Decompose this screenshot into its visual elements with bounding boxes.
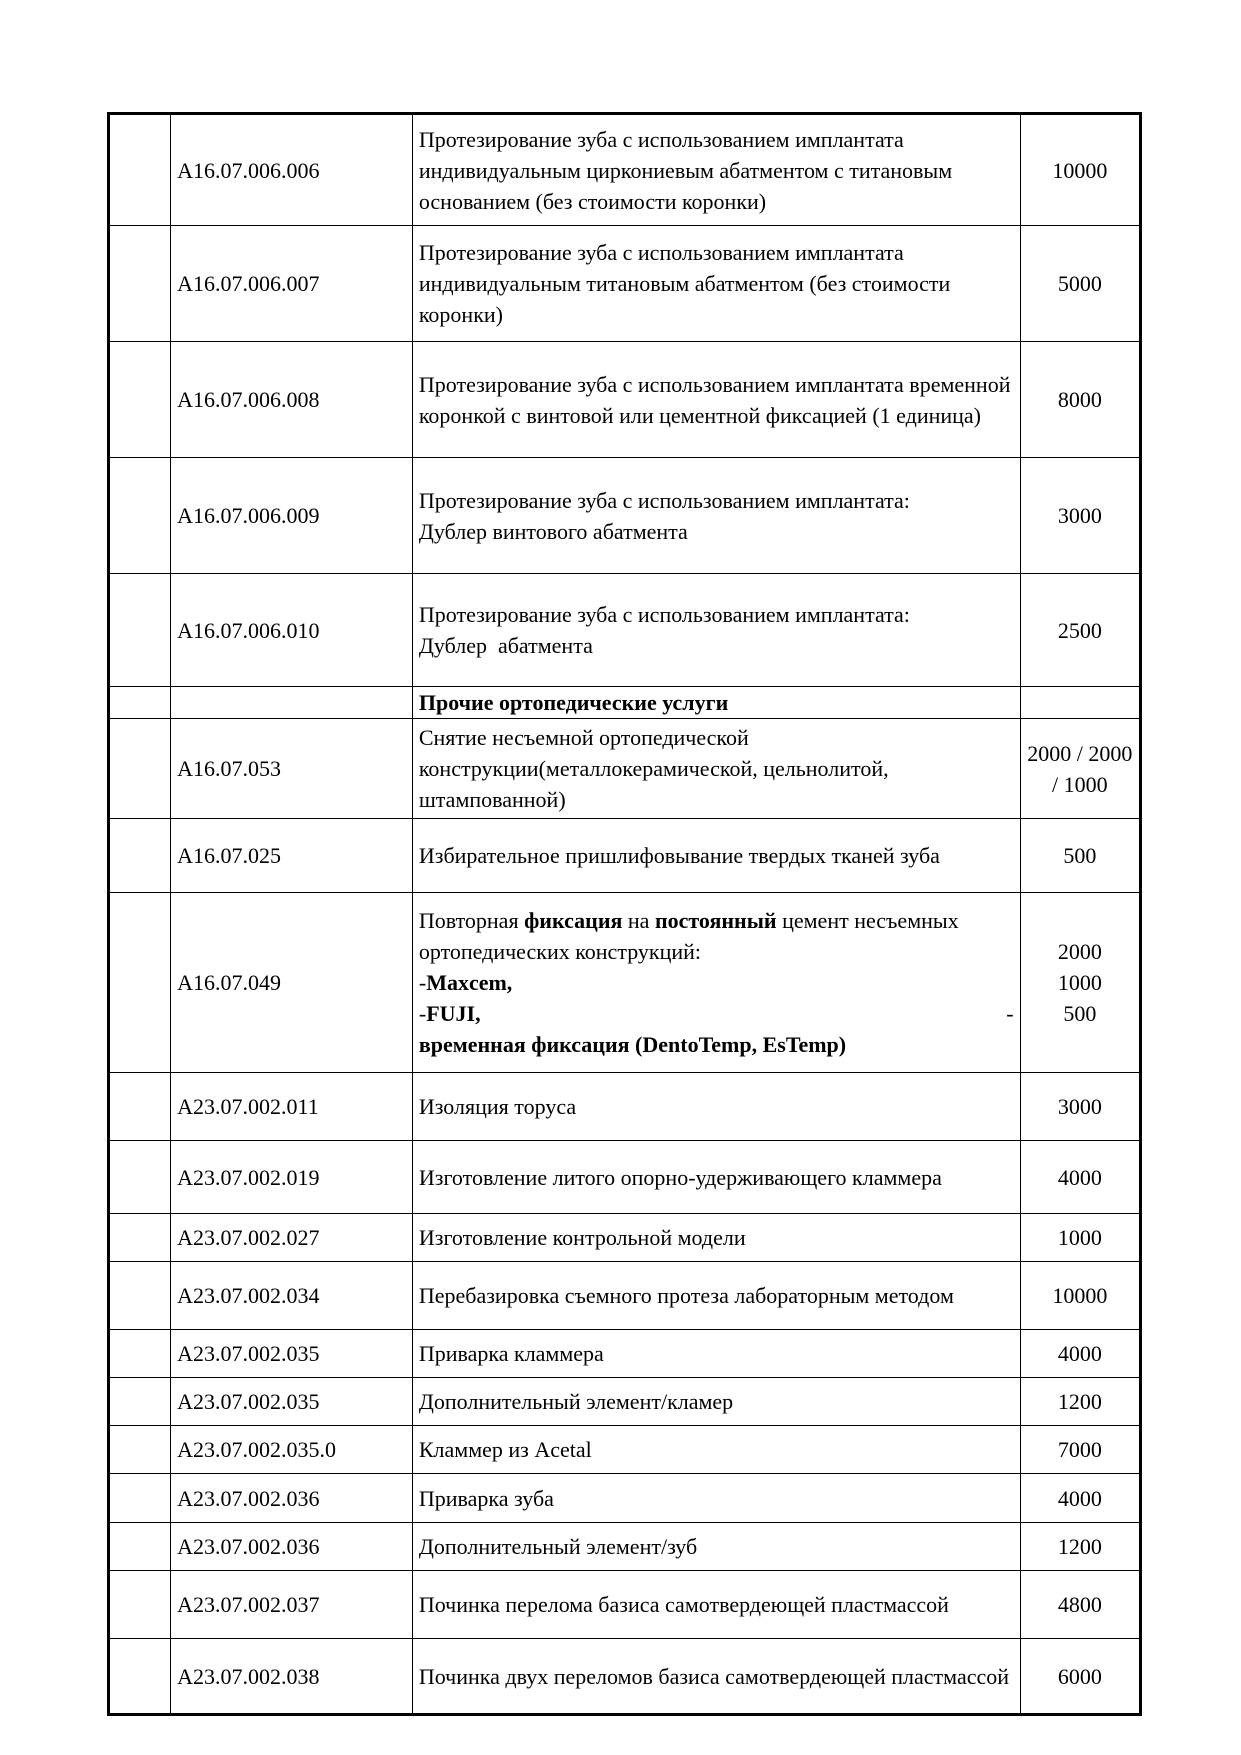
section-title: Прочие ортопедические услуги — [412, 687, 1020, 719]
service-code: А16.07.053 — [171, 719, 413, 819]
service-name-line: Протезирование зуба с использованием имплантата: — [418, 602, 910, 627]
price-line: 500 — [1063, 1001, 1097, 1026]
service-price — [1020, 893, 1140, 1073]
service-price: 3000 — [1020, 1073, 1140, 1141]
service-name: Починка двух переломов базиса самотвердеющей пластмассой — [412, 1639, 1020, 1715]
service-price: 4800 — [1020, 1571, 1140, 1639]
option-label: FUJI, — [426, 1001, 481, 1026]
row-number-cell — [109, 458, 171, 574]
table-row — [109, 893, 1141, 1073]
row-number-cell — [109, 1262, 171, 1330]
table-row — [109, 114, 1141, 226]
service-price: 2000 / 2000 / 1000 — [1020, 719, 1140, 819]
service-price: 4000 — [1020, 1141, 1140, 1214]
service-name: Протезирование зуба с использованием имплантата индивидуальным титановым абатментом (без стоимости коронки) — [412, 226, 1020, 342]
service-code: А16.07.006.007 — [171, 226, 413, 342]
service-code: А23.07.002.035 — [171, 1330, 413, 1378]
service-name: Изготовление литого опорно-удерживающего кламмера — [412, 1141, 1020, 1214]
text-part: на — [622, 908, 655, 933]
option-dash: - — [418, 970, 427, 995]
row-number-cell — [109, 574, 171, 687]
row-number-cell — [109, 1141, 171, 1214]
table-row — [109, 819, 1141, 893]
row-number-cell — [109, 819, 171, 893]
row-number-cell — [109, 1426, 171, 1474]
service-name: Кламмер из Acetal — [412, 1426, 1020, 1474]
table-row — [109, 1214, 1141, 1262]
service-code: А23.07.002.035 — [171, 1378, 413, 1426]
table-row — [109, 1426, 1141, 1474]
service-code: А23.07.002.036 — [171, 1474, 413, 1523]
service-code: А16.07.006.008 — [171, 342, 413, 458]
service-code: А23.07.002.019 — [171, 1141, 413, 1214]
table-row — [109, 226, 1141, 342]
service-price: 1200 — [1020, 1378, 1140, 1426]
service-name — [412, 574, 1020, 687]
service-price: 7000 — [1020, 1426, 1140, 1474]
service-price: 10000 — [1020, 1262, 1140, 1330]
price-line: 2000 — [1057, 939, 1102, 964]
row-number-cell — [109, 893, 171, 1073]
table-row — [109, 1073, 1141, 1141]
service-price — [1020, 687, 1140, 719]
service-name-intro — [419, 905, 1014, 967]
service-code: А16.07.006.010 — [171, 574, 413, 687]
table-row — [109, 1474, 1141, 1523]
service-price: 3000 — [1020, 458, 1140, 574]
service-name: Протезирование зуба с использованием имплантата индивидуальным циркониевым абатментом с титановым основанием (без стоимости коронки) — [412, 114, 1020, 226]
service-price: 4000 — [1020, 1474, 1140, 1523]
service-name — [412, 458, 1020, 574]
row-number-cell — [109, 1571, 171, 1639]
option-dash: - — [1006, 1001, 1014, 1026]
row-number-cell — [109, 226, 171, 342]
row-number-cell — [109, 1330, 171, 1378]
service-name: Снятие несъемной ортопедической конструкции(металлокерамической, цельнолитой, штампованной) — [412, 719, 1020, 819]
table-row — [109, 1330, 1141, 1378]
row-number-cell — [109, 342, 171, 458]
service-name-line: Дублер абатмента — [418, 633, 593, 658]
option-line — [419, 998, 1014, 1029]
service-code: А16.07.006.009 — [171, 458, 413, 574]
table-row — [109, 719, 1141, 819]
row-number-cell — [109, 719, 171, 819]
service-name: Дополнительный элемент/кламер — [412, 1378, 1020, 1426]
service-price: 500 — [1020, 819, 1140, 893]
service-name: Протезирование зуба с использованием имплантата временной коронкой с винтовой или цементной фиксацией (1 единица) — [412, 342, 1020, 458]
service-price: 8000 — [1020, 342, 1140, 458]
service-code: А23.07.002.034 — [171, 1262, 413, 1330]
service-price: 4000 — [1020, 1330, 1140, 1378]
option-line — [419, 967, 1014, 998]
text-part: цемент несъемных ортопедических конструкций: — [418, 908, 959, 964]
service-name — [412, 893, 1020, 1073]
service-price: 10000 — [1020, 114, 1140, 226]
row-number-cell — [109, 1378, 171, 1426]
section-header-row — [109, 687, 1141, 719]
service-name: Приварка кламмера — [412, 1330, 1020, 1378]
table-row — [109, 1639, 1141, 1715]
table-row — [109, 342, 1141, 458]
text-part-bold: постоянный — [654, 908, 777, 933]
text-part-bold: фиксация — [524, 908, 623, 933]
table-row — [109, 1378, 1141, 1426]
price-line: 1000 — [1057, 970, 1102, 995]
service-price: 1200 — [1020, 1523, 1140, 1571]
table-row — [109, 1571, 1141, 1639]
service-name: Изоляция торуса — [412, 1073, 1020, 1141]
option-label: Maxcem, — [426, 970, 513, 995]
service-name: Изготовление контрольной модели — [412, 1214, 1020, 1262]
service-code: А23.07.002.035.0 — [171, 1426, 413, 1474]
service-code: А23.07.002.037 — [171, 1571, 413, 1639]
service-code — [171, 687, 413, 719]
service-price: 6000 — [1020, 1639, 1140, 1715]
service-name: Перебазировка съемного протеза лабораторным методом — [412, 1262, 1020, 1330]
service-name: Починка перелома базиса самотвердеющей пластмассой — [412, 1571, 1020, 1639]
table-row — [109, 1523, 1141, 1571]
service-name-line: Дублер винтового абатмента — [418, 518, 688, 544]
price-table — [107, 112, 1142, 1716]
option-label: временная фиксация (DentoTemp, EsTemp) — [418, 1032, 847, 1057]
service-code: А16.07.025 — [171, 819, 413, 893]
service-code: А23.07.002.038 — [171, 1639, 413, 1715]
service-code: А23.07.002.036 — [171, 1523, 413, 1571]
row-number-cell — [109, 1523, 171, 1571]
table-row — [109, 1262, 1141, 1330]
service-name-line: Протезирование зуба с использованием имплантата: — [418, 487, 910, 513]
row-number-cell — [109, 1639, 171, 1715]
table-row — [109, 574, 1141, 687]
text-part: Повторная — [418, 908, 525, 933]
row-number-cell — [109, 114, 171, 226]
service-name: Приварка зуба — [412, 1474, 1020, 1523]
service-code: А23.07.002.011 — [171, 1073, 413, 1141]
option-dash: - — [418, 1001, 427, 1026]
service-code: А16.07.049 — [171, 893, 413, 1073]
service-name: Дополнительный элемент/зуб — [412, 1523, 1020, 1571]
service-code: А23.07.002.027 — [171, 1214, 413, 1262]
table-row — [109, 458, 1141, 574]
service-name: Избирательное пришлифовывание твердых тканей зуба — [412, 819, 1020, 893]
service-price: 1000 — [1020, 1214, 1140, 1262]
service-price: 5000 — [1020, 226, 1140, 342]
row-number-cell — [109, 1073, 171, 1141]
row-number-cell — [109, 687, 171, 719]
option-line — [419, 1029, 1014, 1060]
row-number-cell — [109, 1214, 171, 1262]
service-code: А16.07.006.006 — [171, 114, 413, 226]
service-price: 2500 — [1020, 574, 1140, 687]
table-row — [109, 1141, 1141, 1214]
row-number-cell — [109, 1474, 171, 1523]
